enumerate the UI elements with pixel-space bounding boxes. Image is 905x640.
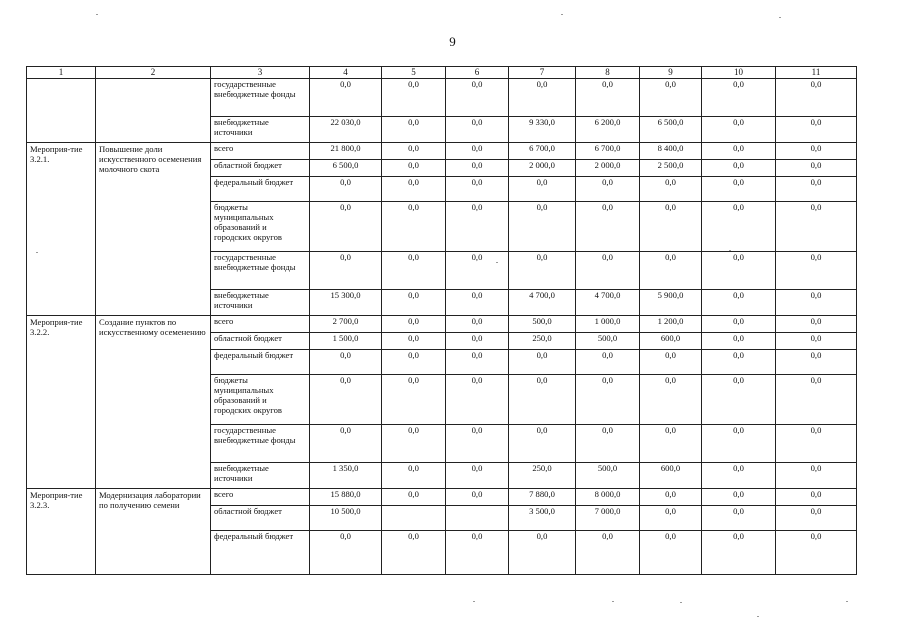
amount-col-8: 7 000,0 [576,506,640,531]
measure-title: Модернизация лаборатории по получению семени [96,489,211,575]
funding-source: федеральный бюджет [211,177,310,202]
amount-col-10: 0,0 [702,463,776,489]
funding-source: всего [211,143,310,160]
measure-code: Мероприя-тие 3.2.3. [27,489,96,575]
amount-col-6: 0,0 [446,375,509,425]
funding-source: внебюджетные источники [211,290,310,316]
amount-col-5: 0,0 [382,350,446,375]
amount-col-5: 0,0 [382,316,446,333]
scan-speck [612,601,614,602]
column-number: 10 [702,67,776,79]
funding-source: государственные внебюджетные фонды [211,79,310,117]
amount-col-10: 0,0 [702,316,776,333]
budget-table [26,66,857,575]
amount-col-8: 6 700,0 [576,143,640,160]
amount-col-10: 0,0 [702,177,776,202]
amount-col-7: 0,0 [509,79,576,117]
table-row [27,143,857,160]
funding-source: всего [211,489,310,506]
amount-col-10: 0,0 [702,252,776,290]
amount-col-10: 0,0 [702,506,776,531]
amount-col-8: 0,0 [576,425,640,463]
amount-col-11: 0,0 [776,117,857,143]
amount-col-10: 0,0 [702,489,776,506]
amount-col-11: 0,0 [776,143,857,160]
amount-col-4: 0,0 [310,79,382,117]
amount-col-5: 0,0 [382,375,446,425]
amount-col-6: 0,0 [446,531,509,575]
amount-col-7: 250,0 [509,333,576,350]
amount-col-5: 0,0 [382,202,446,252]
amount-col-7: 0,0 [509,425,576,463]
column-number: 7 [509,67,576,79]
funding-source: внебюджетные источники [211,117,310,143]
amount-col-6: 0,0 [446,79,509,117]
amount-col-11: 0,0 [776,252,857,290]
funding-source: государственные внебюджетные фонды [211,425,310,463]
amount-col-9: 8 400,0 [640,143,702,160]
funding-source: бюджеты муниципальных образований и городских округов [211,375,310,425]
amount-col-9: 0,0 [640,177,702,202]
amount-col-8: 500,0 [576,333,640,350]
amount-col-6: 0,0 [446,143,509,160]
scan-speck [96,14,98,15]
amount-col-9: 0,0 [640,350,702,375]
amount-col-11: 0,0 [776,333,857,350]
amount-col-7: 2 000,0 [509,160,576,177]
amount-col-5: 0,0 [382,117,446,143]
amount-col-10: 0,0 [702,350,776,375]
amount-col-10: 0,0 [702,143,776,160]
amount-col-9: 0,0 [640,531,702,575]
amount-col-6: 0,0 [446,425,509,463]
amount-col-9: 0,0 [640,506,702,531]
amount-col-8: 0,0 [576,79,640,117]
amount-col-7: 6 700,0 [509,143,576,160]
scan-speck [846,601,848,602]
amount-col-9: 0,0 [640,202,702,252]
amount-col-6: 0,0 [446,252,509,290]
amount-col-11: 0,0 [776,489,857,506]
amount-col-4: 0,0 [310,350,382,375]
column-number: 2 [96,67,211,79]
amount-col-4: 0,0 [310,425,382,463]
amount-col-9: 0,0 [640,79,702,117]
amount-col-10: 0,0 [702,160,776,177]
funding-source: федеральный бюджет [211,350,310,375]
amount-col-6: 0,0 [446,160,509,177]
amount-col-6: 0,0 [446,117,509,143]
amount-col-7: 0,0 [509,252,576,290]
amount-col-8: 0,0 [576,202,640,252]
amount-col-7: 0,0 [509,531,576,575]
amount-col-6: 0,0 [446,177,509,202]
amount-col-10: 0,0 [702,79,776,117]
column-number: 9 [640,67,702,79]
amount-col-7: 250,0 [509,463,576,489]
amount-col-5: 0,0 [382,252,446,290]
amount-col-4: 21 800,0 [310,143,382,160]
amount-col-5: 0,0 [382,489,446,506]
amount-col-5: 0,0 [382,531,446,575]
amount-col-11: 0,0 [776,79,857,117]
amount-col-9: 0,0 [640,489,702,506]
table-row [27,316,857,333]
column-number: 1 [27,67,96,79]
column-number: 6 [446,67,509,79]
amount-col-11: 0,0 [776,425,857,463]
amount-col-7: 4 700,0 [509,290,576,316]
column-number: 5 [382,67,446,79]
measure-code: Мероприя-тие 3.2.1. [27,143,96,316]
amount-col-10: 0,0 [702,117,776,143]
column-number: 3 [211,67,310,79]
scan-speck [680,602,682,603]
column-number: 8 [576,67,640,79]
amount-col-8: 8 000,0 [576,489,640,506]
amount-col-10: 0,0 [702,290,776,316]
amount-col-4: 1 350,0 [310,463,382,489]
funding-source: областной бюджет [211,160,310,177]
amount-col-8: 1 000,0 [576,316,640,333]
amount-col-11: 0,0 [776,506,857,531]
amount-col-6: 0,0 [446,290,509,316]
amount-col-4: 6 500,0 [310,160,382,177]
amount-col-8: 0,0 [576,252,640,290]
scan-speck [561,14,563,15]
scan-speck [779,17,781,18]
amount-col-4: 1 500,0 [310,333,382,350]
amount-col-5: 0,0 [382,425,446,463]
amount-col-11: 0,0 [776,316,857,333]
column-number: 4 [310,67,382,79]
measure-code-cell [27,79,96,143]
amount-col-7: 7 880,0 [509,489,576,506]
amount-col-6: 0,0 [446,489,509,506]
amount-col-11: 0,0 [776,177,857,202]
amount-col-8: 2 000,0 [576,160,640,177]
amount-col-4: 0,0 [310,202,382,252]
amount-col-9: 1 200,0 [640,316,702,333]
amount-col-6: 0,0 [446,463,509,489]
scan-speck [496,262,498,263]
amount-col-4: 10 500,0 [310,506,382,531]
scan-speck [473,601,475,602]
funding-source: областной бюджет [211,333,310,350]
amount-col-8: 0,0 [576,350,640,375]
amount-col-11: 0,0 [776,350,857,375]
funding-source: государственные внебюджетные фонды [211,252,310,290]
amount-col-11: 0,0 [776,531,857,575]
amount-col-6: 0,0 [446,333,509,350]
amount-col-5: 0,0 [382,290,446,316]
amount-col-9: 6 500,0 [640,117,702,143]
amount-col-8: 0,0 [576,375,640,425]
column-number: 11 [776,67,857,79]
funding-source: областной бюджет [211,506,310,531]
amount-col-6 [446,506,509,531]
amount-col-6: 0,0 [446,350,509,375]
measure-title: Создание пунктов по искусственному осеменению [96,316,211,489]
table-row [27,79,857,117]
funding-source: всего [211,316,310,333]
amount-col-4: 15 880,0 [310,489,382,506]
amount-col-11: 0,0 [776,463,857,489]
amount-col-7: 0,0 [509,350,576,375]
amount-col-7: 0,0 [509,202,576,252]
amount-col-10: 0,0 [702,375,776,425]
amount-col-11: 0,0 [776,375,857,425]
amount-col-4: 2 700,0 [310,316,382,333]
budget-table-body [27,67,857,575]
amount-col-4: 0,0 [310,252,382,290]
amount-col-4: 15 300,0 [310,290,382,316]
amount-col-11: 0,0 [776,202,857,252]
measure-code: Мероприя-тие 3.2.2. [27,316,96,489]
amount-col-9: 5 900,0 [640,290,702,316]
amount-col-5 [382,506,446,531]
amount-col-5: 0,0 [382,177,446,202]
amount-col-7: 9 330,0 [509,117,576,143]
column-number-row [27,67,857,79]
amount-col-9: 600,0 [640,463,702,489]
amount-col-9: 2 500,0 [640,160,702,177]
table-row [27,489,857,506]
page-number: 9 [449,34,456,49]
amount-col-5: 0,0 [382,143,446,160]
amount-col-11: 0,0 [776,160,857,177]
amount-col-10: 0,0 [702,531,776,575]
funding-source: бюджеты муниципальных образований и городских округов [211,202,310,252]
amount-col-5: 0,0 [382,333,446,350]
amount-col-4: 22 030,0 [310,117,382,143]
amount-col-5: 0,0 [382,463,446,489]
amount-col-10: 0,0 [702,425,776,463]
amount-col-7: 0,0 [509,375,576,425]
scan-speck [36,252,38,253]
amount-col-7: 500,0 [509,316,576,333]
amount-col-8: 4 700,0 [576,290,640,316]
amount-col-9: 0,0 [640,375,702,425]
amount-col-5: 0,0 [382,79,446,117]
funding-source: федеральный бюджет [211,531,310,575]
amount-col-10: 0,0 [702,202,776,252]
amount-col-7: 3 500,0 [509,506,576,531]
amount-col-9: 0,0 [640,252,702,290]
amount-col-8: 0,0 [576,531,640,575]
amount-col-5: 0,0 [382,160,446,177]
amount-col-4: 0,0 [310,531,382,575]
scan-speck [729,250,731,251]
amount-col-9: 0,0 [640,425,702,463]
measure-title: Повышение доли искусственного осеменения молочного скота [96,143,211,316]
amount-col-4: 0,0 [310,375,382,425]
amount-col-6: 0,0 [446,202,509,252]
funding-source: внебюджетные источники [211,463,310,489]
amount-col-9: 600,0 [640,333,702,350]
amount-col-7: 0,0 [509,177,576,202]
amount-col-8: 500,0 [576,463,640,489]
measure-title-cell [96,79,211,143]
amount-col-11: 0,0 [776,290,857,316]
amount-col-8: 0,0 [576,177,640,202]
scan-speck [757,616,759,617]
amount-col-10: 0,0 [702,333,776,350]
amount-col-4: 0,0 [310,177,382,202]
amount-col-8: 6 200,0 [576,117,640,143]
amount-col-6: 0,0 [446,316,509,333]
